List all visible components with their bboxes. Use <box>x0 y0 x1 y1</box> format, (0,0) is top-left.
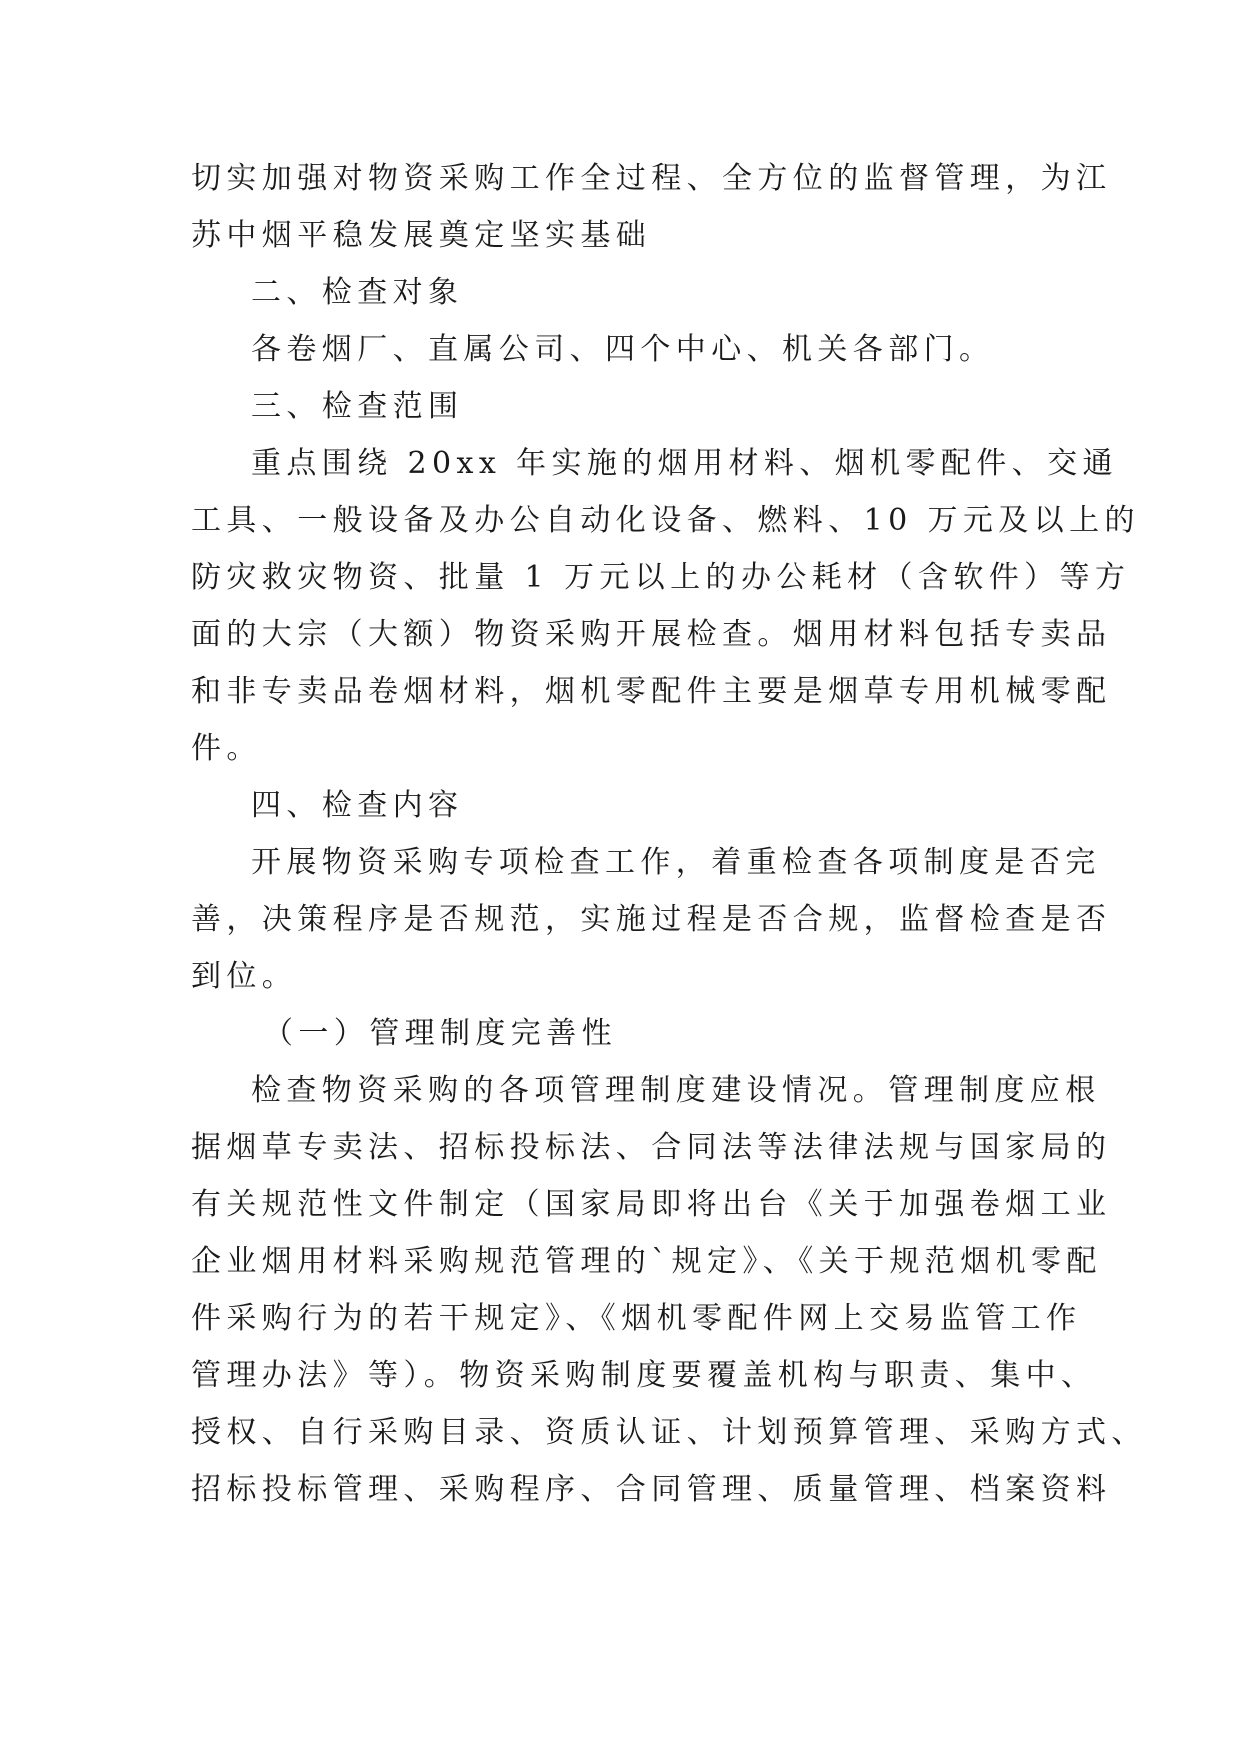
paragraph-line: 件采购行为的若干规定》、《烟机零配件网上交易监管工作 <box>191 1301 1082 1336</box>
section-heading: 二、检查对象 <box>251 275 464 310</box>
section-heading: 三、检查范围 <box>251 389 464 424</box>
paragraph-line: 招标投标管理、采购程序、合同管理、质量管理、档案资料 <box>191 1472 1112 1507</box>
paragraph-line: 据烟草专卖法、招标投标法、合同法等法律法规与国家局的 <box>191 1130 1112 1165</box>
paragraph-line: 善，决策程序是否规范，实施过程是否合规，监督检查是否 <box>191 902 1112 937</box>
section-heading: 四、检查内容 <box>251 788 464 823</box>
paragraph-line: 各卷烟厂、直属公司、四个中心、机关各部门。 <box>251 332 995 367</box>
paragraph-line: 管理办法》等）。物资采购制度要覆盖机构与职责、集中、 <box>191 1358 1097 1393</box>
paragraph-line: 工具、一般设备及办公自动化设备、燃料、10 万元及以上的 <box>191 503 1140 538</box>
paragraph-line: 检查物资采购的各项管理制度建设情况。管理制度应根 <box>251 1073 1101 1108</box>
paragraph-line: 到位。 <box>191 959 298 994</box>
paragraph-line: 授权、自行采购目录、资质认证、计划预算管理、采购方式、 <box>191 1415 1147 1450</box>
paragraph-line: 切实加强对物资采购工作全过程、全方位的监督管理，为江 <box>191 161 1112 196</box>
paragraph-line: 有关规范性文件制定（国家局即将出台《关于加强卷烟工业 <box>191 1187 1112 1222</box>
paragraph-line: 重点围绕 20xx 年实施的烟用材料、烟机零配件、交通 <box>251 446 1118 481</box>
paragraph-line: 防灾救灾物资、批量 1 万元以上的办公耗材（含软件）等方 <box>191 560 1131 595</box>
paragraph-line: 和非专卖品卷烟材料，烟机零配件主要是烟草专用机械零配 <box>191 674 1112 709</box>
paragraph-line: 面的大宗（大额）物资采购开展检查。烟用材料包括专卖品 <box>191 617 1112 652</box>
paragraph-line: 企业烟用材料采购规范管理的`规定》、《关于规范烟机零配 <box>191 1244 1102 1279</box>
paragraph-line: 件。 <box>191 731 262 766</box>
paragraph-line: 苏中烟平稳发展奠定坚实基础 <box>191 218 652 253</box>
subsection-heading: （一）管理制度完善性 <box>263 1016 617 1051</box>
document-body <box>191 150 1147 1518</box>
paragraph-line: 开展物资采购专项检查工作，着重检查各项制度是否完 <box>251 845 1101 880</box>
